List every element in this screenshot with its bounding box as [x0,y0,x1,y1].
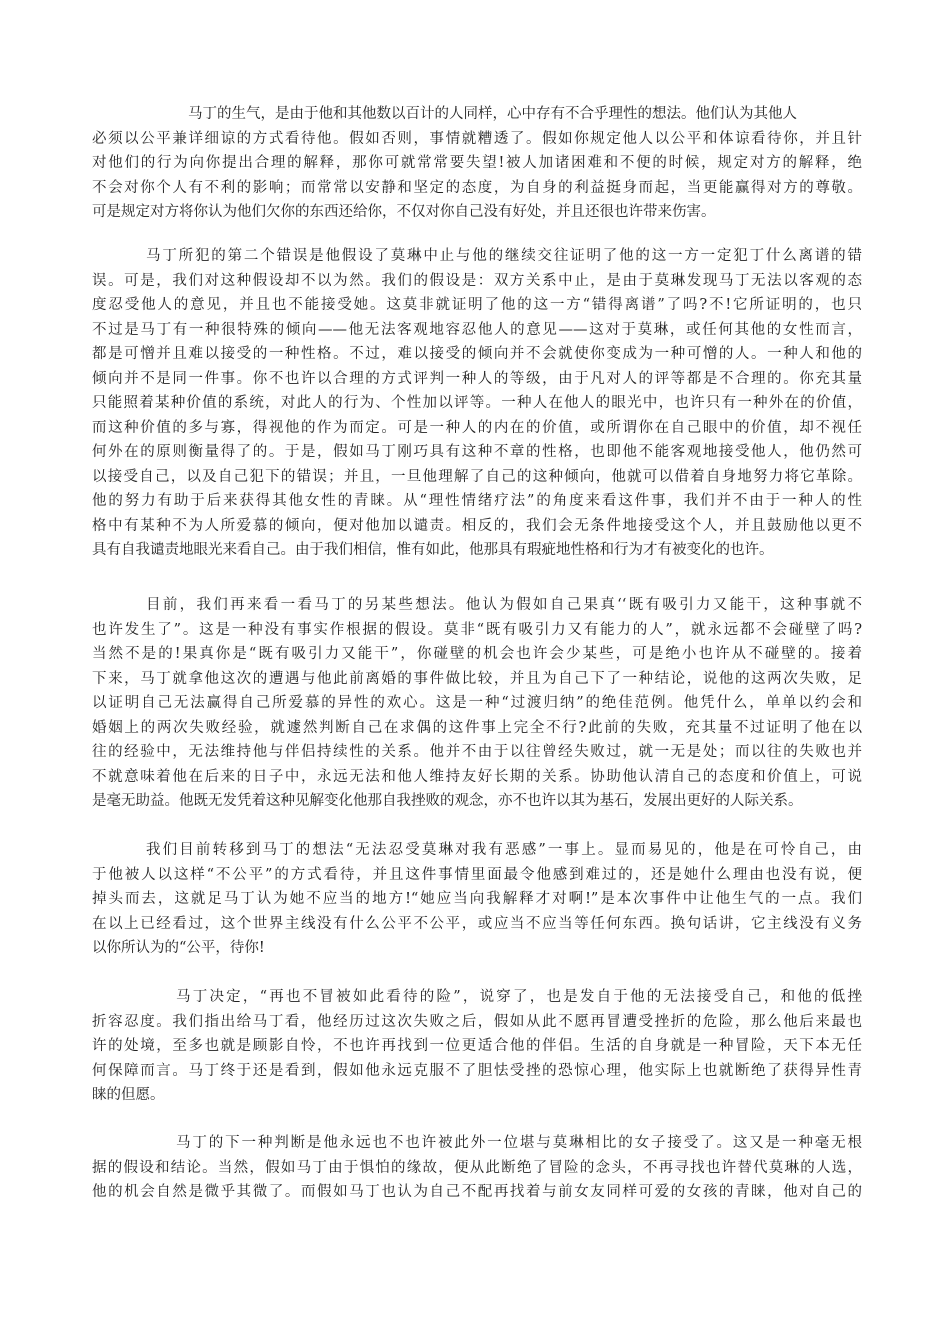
text-line: 不就意味着他在后来的日子中，永远无法和他人维持友好长期的关系。协助他认清自己的态度和价值上，可说 [92,768,862,785]
paragraph-4 [92,838,862,961]
text-line: 他的机会自然是微乎其微了。而假如马丁也认为自己不配再找着与前女友同样可爱的女孩的青睐，他对自己的 [92,1184,862,1200]
text-line: 马丁的下一种判断是他永远也不也许被此外一位堪与莫琳相比的女子接受了。这又是一种毫无根 [176,1135,862,1151]
text-line: 何外在的原则衡量得了的。于是，假如马丁刚巧具有这种不章的性格，也即他不能客观地接受他人，他仍然可 [92,444,862,460]
text-line: 婚姻上的两次失败经验，就遽然判断自己在求偶的这件事上完全不行?此前的失败，充其量不过证明了他在以 [92,719,862,736]
text-line: 下来，马丁就拿他这次的遭遇与他此前离婚的事件做比较，并且为自己下了一种结论，说他的这两次失败，足 [92,670,862,687]
text-line: 误。可是，我们对这种假设却不以为然。我们的假设是：双方关系中止，是由于莫琳发现马丁无法以客观的态 [92,272,862,289]
paragraph-5 [92,985,862,1108]
text-line: 马丁决定，“再也不冒被如此看待的险”，说穿了，也是发自于他的无法接受自己，和他的低挫 [176,989,862,1005]
text-line: 可是规定对方将你认为他们欠你的东西还给你，不仅对你自己没有好处，并且还很也许带来伤害。 [92,204,716,220]
text-line: 而这种价值的多与寡，得视他的作为而定。可是一种人的内在的价值，或所谓你在自己眼中的价值，却不视任 [92,419,862,436]
text-line: 也许发生了”。这是一种没有事实作根据的假设。莫非“既有吸引力又有能力的人”，就永远都不会碰壁了吗? [92,621,862,638]
text-line: 当然不是的!果真你是“既有吸引力又能干”，你碰壁的机会也许会少某些，可是绝小也许从不碰壁的。接着 [92,646,862,662]
text-line: 具有自我谴责地眼光来看自己。由于我们相信，惟有如此，他那具有瑕疵地性格和行为才有被变化的也许。 [92,542,774,558]
text-line: 倾向并不是同一件事。你不也许以合理的方式评判一种人的等级，由于凡对人的评等都是不合理的。你充其量 [92,370,862,387]
paragraph-3 [92,593,862,814]
paragraph-2 [92,244,862,563]
text-line: 格中有某种不为人所爱慕的倾向，便对他加以谴责。相反的，我们会无条件地接受这个人，并且鼓励他以更不 [92,517,862,534]
text-line: 在以上已经看过，这个世界主线没有什么公平不公平，或应当不应当等任何东西。换句话讲，它主线没有义务 [92,915,862,932]
text-line: 于他被人以这样“不公平”的方式看待，并且这件事情里面最令他感到难过的，还是她什么理由也没有说，便 [92,866,862,883]
text-line: 不会对你个人有不利的影响；而常常以安静和坚定的态度，为自身的利益挺身而起，当更能赢得对方的尊敬。 [92,179,862,196]
text-line: 据的假设和结论。当然，假如马丁由于惧怕的缘故，便从此断绝了冒险的念头，不再寻找也许替代莫琳的人选， [92,1159,862,1176]
text-line: 马丁的生气，是由于他和其他数以百计的人同样，心中存有不合乎理性的想法。他们认为其他人 [188,106,797,122]
text-line: 只能照着某种价值的系统，对此人的行为、个性加以评等。一种人在他人的眼光中，也许只有一种外在的价值， [92,395,862,411]
text-line: 许的处境，至多也就是顾影自怜，不也许再找到一位更适合他的伴侣。生活的自身就是一种冒险，天下本无任 [92,1038,862,1054]
text-line: 往的经验中，无法维持他与伴侣持续性的关系。他并不由于以往曾经失败过，就一无是处；而以往的失败也并 [92,744,862,760]
text-line: 度忍受他人的意见，并且也不能接受她。这莫非就证明了他的这一方“错得离谱”了吗?不!它所证明的，也只 [92,297,862,313]
text-line: 睐的但愿。 [92,1087,165,1103]
text-line: 是毫无助益。他既无发凭着这种见解变化他那自我挫败的观念，亦不也许以其为基石，发展出更好的人际关系。 [92,793,803,809]
text-line: 以接受自己，以及自己犯下的错误；并且，一旦他理解了自己的这种倾向，他就可以借着自身地努力将它革除。 [92,468,862,485]
text-line: 必须以公平兼详细谅的方式看待他。假如否则，事情就糟透了。假如你规定他人以公平和体谅看待你，并且针 [92,130,862,147]
text-line: 对他们的行为向你提出合理的解释，那你可就常常要失望!被人加诸困难和不便的时候，规定对方的解释，绝 [92,155,862,171]
text-line: 不过是马丁有一种很特殊的倾向——他无法客观地容忍他人的意见——这对于莫琳，或任何其他的女性而言， [92,321,862,338]
paragraph-6 [92,1131,862,1205]
text-line: 我们目前转移到马丁的想法“无法忍受莫琳对我有恶感”一事上。显而易见的，他是在可怜自己，由 [146,842,862,858]
text-line: 都是可憎并且难以接受的一种性格。不过，难以接受的倾向并不会就使你变成为一种可憎的人。一种人和他的 [92,346,862,362]
paragraph-1 [92,102,862,225]
text-line: 目前，我们再来看一看马丁的另某些想法。他认为假如自己果真‘‘既有吸引力又能干，这种事就不 [146,597,862,613]
text-line: 以证明自己无法赢得自己所爱慕的异性的欢心。这是一种“过渡归纳”的绝佳范例。他凭什么，单单以约会和 [92,695,862,711]
text-line: 以你所认为的“公平，待你! [92,940,265,956]
text-line: 何保障而言。马丁终于还是看到，假如他永远克服不了胆怯受挫的恐惊心理，他实际上也就断绝了获得异性青 [92,1062,862,1079]
text-line: 他的努力有助于后来获得其他女性的青睐。从“理性情绪疗法”的角度来看这件事，我们并不由于一种人的性 [92,493,862,509]
text-line: 马丁所犯的第二个错误是他假设了莫琳中止与他的继续交往证明了他的这一方一定犯丁什么离谱的错 [146,248,862,264]
text-line: 折容忍度。我们指出给马丁看，他经历过这次失败之后，假如从此不愿再冒遭受挫折的危险，那么他后来最也 [92,1013,862,1030]
text-line: 掉头而去，这就足马丁认为她不应当的地方!“她应当向我解释才对啊!”是本次事件中让他生气的一点。我们 [92,891,862,907]
